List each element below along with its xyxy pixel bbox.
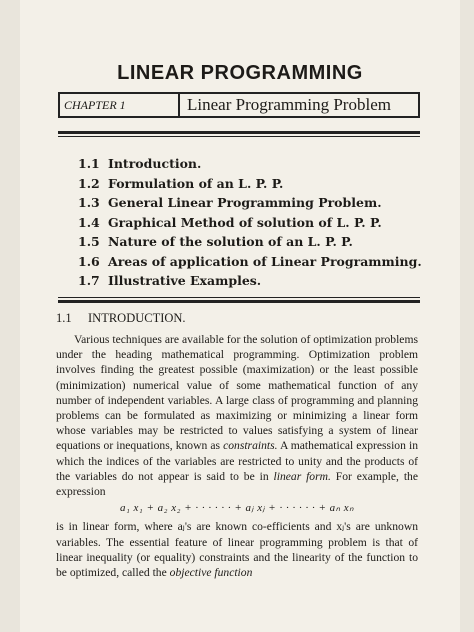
section-heading — [56, 311, 186, 326]
toc-item-number: 1.5 — [78, 234, 100, 249]
toc-item-text: Areas of application of Linear Programming. — [108, 253, 422, 269]
toc-item — [78, 215, 422, 235]
para2-text-a: is in linear form, where aⱼ's are known co-efficients and xⱼ's are unknown variables. The essential feature of linear programming problem is that of linear inequality (or equality) constraints and the linearity of the function to be optimized, called the — [56, 520, 418, 580]
paragraph — [56, 332, 418, 499]
term-constraints: constraints. — [223, 439, 278, 453]
toc-item-text: Nature of the solution of an L. P. P. — [108, 234, 353, 249]
toc-item — [78, 195, 422, 215]
toc-item — [78, 176, 422, 196]
toc-item-text: Formulation of an L. P. P. — [108, 175, 284, 191]
toc-item-number: 1.2 — [78, 175, 100, 191]
rule-top-thin — [58, 136, 420, 137]
rule-bottom-thin — [58, 297, 420, 298]
toc-item — [78, 234, 422, 254]
page-title: LINEAR PROGRAMMING — [117, 62, 363, 84]
toc-item-text: Introduction. — [108, 156, 202, 171]
term-objective-function: objective function — [169, 566, 253, 580]
formula: a₁ x₁ + a₂ x₂ + · · · · · · + aⱼ xⱼ + · · · · · · + aₙ xₙ — [119, 502, 355, 515]
body-text — [56, 332, 418, 580]
para1-text-b: A mathematical expression in which the indices of the variables are restricted to unity and the products of the variables do not appear is said to be in — [56, 439, 418, 483]
section-title: INTRODUCTION. — [88, 311, 186, 325]
chapter-label: CHAPTER 1 — [64, 98, 126, 112]
toc-item-number: 1.7 — [78, 273, 100, 288]
rule-bottom-thick — [58, 300, 420, 303]
term-linear-form: linear form. — [273, 469, 331, 483]
table-of-contents — [78, 156, 422, 293]
toc-item — [78, 254, 422, 274]
toc-item-text: General Linear Programming Problem. — [108, 195, 382, 210]
toc-item-text: Graphical Method of solution of L. P. P. — [108, 214, 382, 230]
toc-item-number: 1.6 — [78, 253, 100, 269]
toc-item-number: 1.4 — [78, 214, 100, 230]
rule-top-thick — [58, 131, 420, 134]
paragraph — [56, 519, 418, 580]
chapter-box — [58, 92, 420, 118]
toc-item-text: Illustrative Examples. — [108, 273, 262, 288]
toc-item — [78, 273, 422, 293]
toc-item — [78, 156, 422, 176]
toc-item-number: 1.3 — [78, 195, 100, 210]
section-number: 1.1 — [56, 311, 72, 325]
para1-text-c: For example, the expression — [56, 469, 418, 499]
book-page — [20, 0, 460, 632]
toc-item-number: 1.1 — [78, 156, 100, 171]
chapter-name: Linear Programming Problem — [187, 95, 391, 114]
para1-text-a: Various techniques are available for the solution of optimization problems under the heading mathematical programming. Optimization problem involves finding the greatest possible (maximization) or the least possible (minimization) numerical value of some mathematical function of any number of independent variables. A large class of programming and planning problems can be formulated as maximizing or minimizing a linear form whose variables may be restricted to values satisfying a system of linear equations or inequations, known as — [56, 333, 418, 453]
chapter-divider — [178, 92, 180, 118]
